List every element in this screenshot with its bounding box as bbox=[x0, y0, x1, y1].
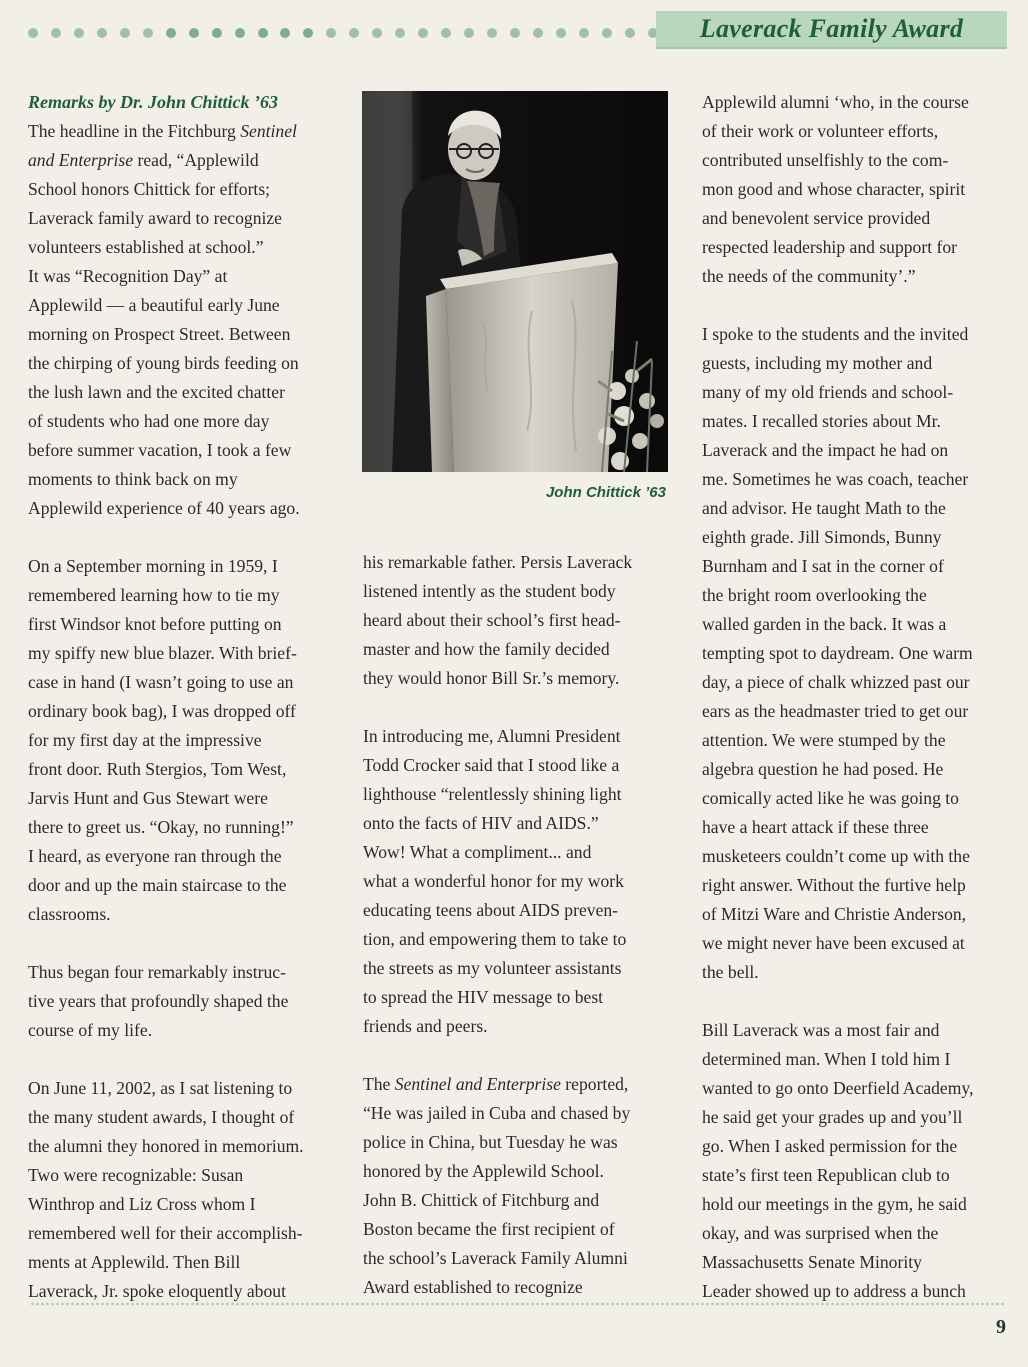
header-dot bbox=[602, 28, 612, 38]
header-dot bbox=[579, 28, 589, 38]
text-line: friends and peers. bbox=[363, 1016, 488, 1036]
photo-caption: John Chittick ’63 bbox=[545, 484, 666, 501]
section-title: Laverack Family Award bbox=[699, 14, 964, 43]
article-column-2 bbox=[363, 548, 663, 1302]
header-dot bbox=[258, 28, 268, 38]
text-line: walled garden in the back. It was a bbox=[702, 614, 947, 634]
header-dot bbox=[51, 28, 61, 38]
text-line: before summer vacation, I took a few bbox=[28, 440, 292, 460]
text-line: me. Sometimes he was coach, teacher bbox=[702, 469, 969, 489]
text-line: of Mitzi Ware and Christie Anderson, bbox=[702, 904, 967, 924]
byline: Remarks by Dr. John Chittick ’63 bbox=[28, 92, 279, 112]
text-line: Laverack family award to recognize bbox=[28, 208, 282, 228]
italic-text: and Enterprise bbox=[28, 150, 134, 170]
text-line: and advisor. He taught Math to the bbox=[702, 498, 946, 518]
text-line: On a September morning in 1959, I bbox=[28, 556, 278, 576]
text-line: the bright room overlooking the bbox=[702, 585, 927, 605]
text-line: front door. Ruth Stergios, Tom West, bbox=[28, 759, 287, 779]
text-line: Winthrop and Liz Cross whom I bbox=[28, 1194, 256, 1214]
paragraph bbox=[363, 1070, 663, 1302]
header-dot bbox=[349, 28, 359, 38]
article-column-3 bbox=[702, 88, 1006, 1306]
text-line: It was “Recognition Day” at bbox=[28, 266, 228, 286]
text-line: what a wonderful honor for my work bbox=[363, 871, 624, 891]
header-dot bbox=[120, 28, 130, 38]
paragraph bbox=[702, 320, 1006, 987]
text-line: many of my old friends and school- bbox=[702, 382, 954, 402]
italic-text: Sentinel bbox=[240, 121, 297, 141]
header-dot bbox=[212, 28, 222, 38]
text-line: eighth grade. Jill Simonds, Bunny bbox=[702, 527, 942, 547]
text-line: have a heart attack if these three bbox=[702, 817, 929, 837]
text-line: door and up the main staircase to the bbox=[28, 875, 287, 895]
text-line: “He was jailed in Cuba and chased by bbox=[363, 1103, 631, 1123]
text-line: go. When I asked permission for the bbox=[702, 1136, 958, 1156]
header-dot bbox=[189, 28, 199, 38]
article-column-1 bbox=[28, 88, 328, 1306]
text-line: hold our meetings in the gym, he said bbox=[702, 1194, 967, 1214]
text-line: onto the facts of HIV and AIDS.” bbox=[363, 813, 599, 833]
text-line: educating teens about AIDS preven- bbox=[363, 900, 619, 920]
header-dot bbox=[487, 28, 497, 38]
text-line: John B. Chittick of Fitchburg and bbox=[363, 1190, 600, 1210]
text-line: I spoke to the students and the invited bbox=[702, 324, 969, 344]
text-line: case in hand (I wasn’t going to use an bbox=[28, 672, 294, 692]
text-line: I heard, as everyone ran through the bbox=[28, 846, 282, 866]
paragraph bbox=[28, 117, 328, 523]
text-line: tive years that profoundly shaped the bbox=[28, 991, 289, 1011]
text-line: Applewild experience of 40 years ago. bbox=[28, 498, 300, 518]
text-line: The headline in the Fitchburg bbox=[28, 121, 241, 141]
header-dot-rule bbox=[28, 22, 658, 44]
header-dot bbox=[510, 28, 520, 38]
page-number: 9 bbox=[996, 1316, 1006, 1338]
text-line: we might never have been excused at bbox=[702, 933, 965, 953]
text-line: ments at Applewild. Then Bill bbox=[28, 1252, 241, 1272]
header-dot bbox=[28, 28, 38, 38]
text-line: Jarvis Hunt and Gus Stewart were bbox=[28, 788, 268, 808]
text-line: the chirping of young birds feeding on bbox=[28, 353, 299, 373]
text-line: day, a piece of chalk whizzed past our bbox=[702, 672, 970, 692]
paragraph bbox=[363, 548, 663, 693]
text-line: police in China, but Tuesday he was bbox=[363, 1132, 618, 1152]
text-line: okay, and was surprised when the bbox=[702, 1223, 939, 1243]
text-line: ears as the headmaster tried to get our bbox=[702, 701, 969, 721]
text-line: first Windsor knot before putting on bbox=[28, 614, 282, 634]
text-line: master and how the family decided bbox=[363, 639, 610, 659]
paragraph bbox=[702, 88, 1006, 291]
text-line: my spiffy new blue blazer. With brief- bbox=[28, 643, 297, 663]
text-line: there to greet us. “Okay, no running!” bbox=[28, 817, 294, 837]
text-line: Thus began four remarkably instruc- bbox=[28, 962, 286, 982]
text-line: attention. We were stumped by the bbox=[702, 730, 946, 750]
text-line: state’s first teen Republican club to bbox=[702, 1165, 950, 1185]
text-line: volunteers established at school.” bbox=[28, 237, 264, 257]
paragraph bbox=[363, 722, 663, 1041]
portrait-photo bbox=[362, 91, 668, 472]
text-line: The bbox=[363, 1074, 395, 1094]
header-dot bbox=[441, 28, 451, 38]
header-dot bbox=[464, 28, 474, 38]
text-line: Todd Crocker said that I stood like a bbox=[363, 755, 620, 775]
text-line: Laverack, Jr. spoke eloquently about bbox=[28, 1281, 286, 1301]
text-line: Boston became the first recipient of bbox=[363, 1219, 615, 1239]
paragraph bbox=[28, 1074, 328, 1306]
header-dot bbox=[326, 28, 336, 38]
text-line: algebra question he had posed. He bbox=[702, 759, 944, 779]
text-line: ordinary book bag), I was dropped off bbox=[28, 701, 296, 721]
text-line: he said get your grades up and you’ll bbox=[702, 1107, 963, 1127]
text-line: read, “Applewild bbox=[133, 150, 259, 170]
text-line: Award established to recognize bbox=[363, 1277, 583, 1297]
header-dot bbox=[625, 28, 635, 38]
text-line: Leader showed up to address a bunch bbox=[702, 1281, 966, 1301]
text-line: the school’s Laverack Family Alumni bbox=[363, 1248, 628, 1268]
text-line: lighthouse “relentlessly shining light bbox=[363, 784, 622, 804]
text-line: of students who had one more day bbox=[28, 411, 270, 431]
text-line: determined man. When I told him I bbox=[702, 1049, 951, 1069]
text-line: tempting spot to daydream. One warm bbox=[702, 643, 973, 663]
text-line: contributed unselfishly to the com- bbox=[702, 150, 949, 170]
header-dot bbox=[280, 28, 290, 38]
text-line: On June 11, 2002, as I sat listening to bbox=[28, 1078, 293, 1098]
text-line: mon good and whose character, spirit bbox=[702, 179, 966, 199]
text-line: for my first day at the impressive bbox=[28, 730, 262, 750]
text-line: wanted to go onto Deerfield Academy, bbox=[702, 1078, 974, 1098]
header-dot bbox=[372, 28, 382, 38]
podium-speaker-image bbox=[362, 91, 668, 472]
text-line: mates. I recalled stories about Mr. bbox=[702, 411, 941, 431]
text-line: the needs of the community’.” bbox=[702, 266, 916, 286]
text-line: guests, including my mother and bbox=[702, 353, 933, 373]
text-line: comically acted like he was going to bbox=[702, 788, 959, 808]
text-line: his remarkable father. Persis Laverack bbox=[363, 552, 633, 572]
text-line: remembered learning how to tie my bbox=[28, 585, 280, 605]
section-banner bbox=[656, 11, 1007, 49]
text-line: Massachusetts Senate Minority bbox=[702, 1252, 922, 1272]
text-line: Wow! What a compliment... and bbox=[363, 842, 592, 862]
text-line: morning on Prospect Street. Between bbox=[28, 324, 291, 344]
text-line: Laverack and the impact he had on bbox=[702, 440, 949, 460]
header-dot bbox=[235, 28, 245, 38]
text-line: heard about their school’s first head- bbox=[363, 610, 621, 630]
text-line: Bill Laverack was a most fair and bbox=[702, 1020, 940, 1040]
text-line: tion, and empowering them to take to bbox=[363, 929, 627, 949]
text-line: musketeers couldn’t come up with the bbox=[702, 846, 970, 866]
text-line: respected leadership and support for bbox=[702, 237, 958, 257]
footer-dot-rule bbox=[30, 1302, 1006, 1306]
text-line: Applewild — a beautiful early June bbox=[28, 295, 280, 315]
text-line: School honors Chittick for efforts; bbox=[28, 179, 271, 199]
text-line: Burnham and I sat in the corner of bbox=[702, 556, 944, 576]
text-line: honored by the Applewild School. bbox=[363, 1161, 604, 1181]
paragraph bbox=[28, 958, 328, 1045]
text-line: course of my life. bbox=[28, 1020, 153, 1040]
text-line: of their work or volunteer efforts, bbox=[702, 121, 939, 141]
text-line: reported, bbox=[560, 1074, 629, 1094]
text-line: listened intently as the student body bbox=[363, 581, 616, 601]
text-line: Applewild alumni ‘who, in the course bbox=[702, 92, 969, 112]
header-dot bbox=[395, 28, 405, 38]
text-line: the alumni they honored in memorium. bbox=[28, 1136, 304, 1156]
header-dot bbox=[533, 28, 543, 38]
text-line: right answer. Without the furtive help bbox=[702, 875, 966, 895]
text-line: the streets as my volunteer assistants bbox=[363, 958, 622, 978]
italic-text: Sentinel and Enterprise bbox=[394, 1074, 561, 1094]
header-dot bbox=[97, 28, 107, 38]
text-line: the many student awards, I thought of bbox=[28, 1107, 295, 1127]
text-line: Two were recognizable: Susan bbox=[28, 1165, 244, 1185]
header-dot bbox=[303, 28, 313, 38]
text-line: In introducing me, Alumni President bbox=[363, 726, 621, 746]
text-line: they would honor Bill Sr.’s memory. bbox=[363, 668, 620, 688]
header-dot bbox=[418, 28, 428, 38]
text-line: the bell. bbox=[702, 962, 759, 982]
text-line: the lush lawn and the excited chatter bbox=[28, 382, 285, 402]
text-line: and benevolent service provided bbox=[702, 208, 931, 228]
header-dot bbox=[556, 28, 566, 38]
paragraph bbox=[702, 1016, 1006, 1306]
paragraph bbox=[28, 552, 328, 929]
header-dot bbox=[143, 28, 153, 38]
header-dot bbox=[74, 28, 84, 38]
text-line: to spread the HIV message to best bbox=[363, 987, 604, 1007]
header-dot bbox=[166, 28, 176, 38]
text-line: moments to think back on my bbox=[28, 469, 238, 489]
text-line: remembered well for their accomplish- bbox=[28, 1223, 303, 1243]
text-line: classrooms. bbox=[28, 904, 111, 924]
